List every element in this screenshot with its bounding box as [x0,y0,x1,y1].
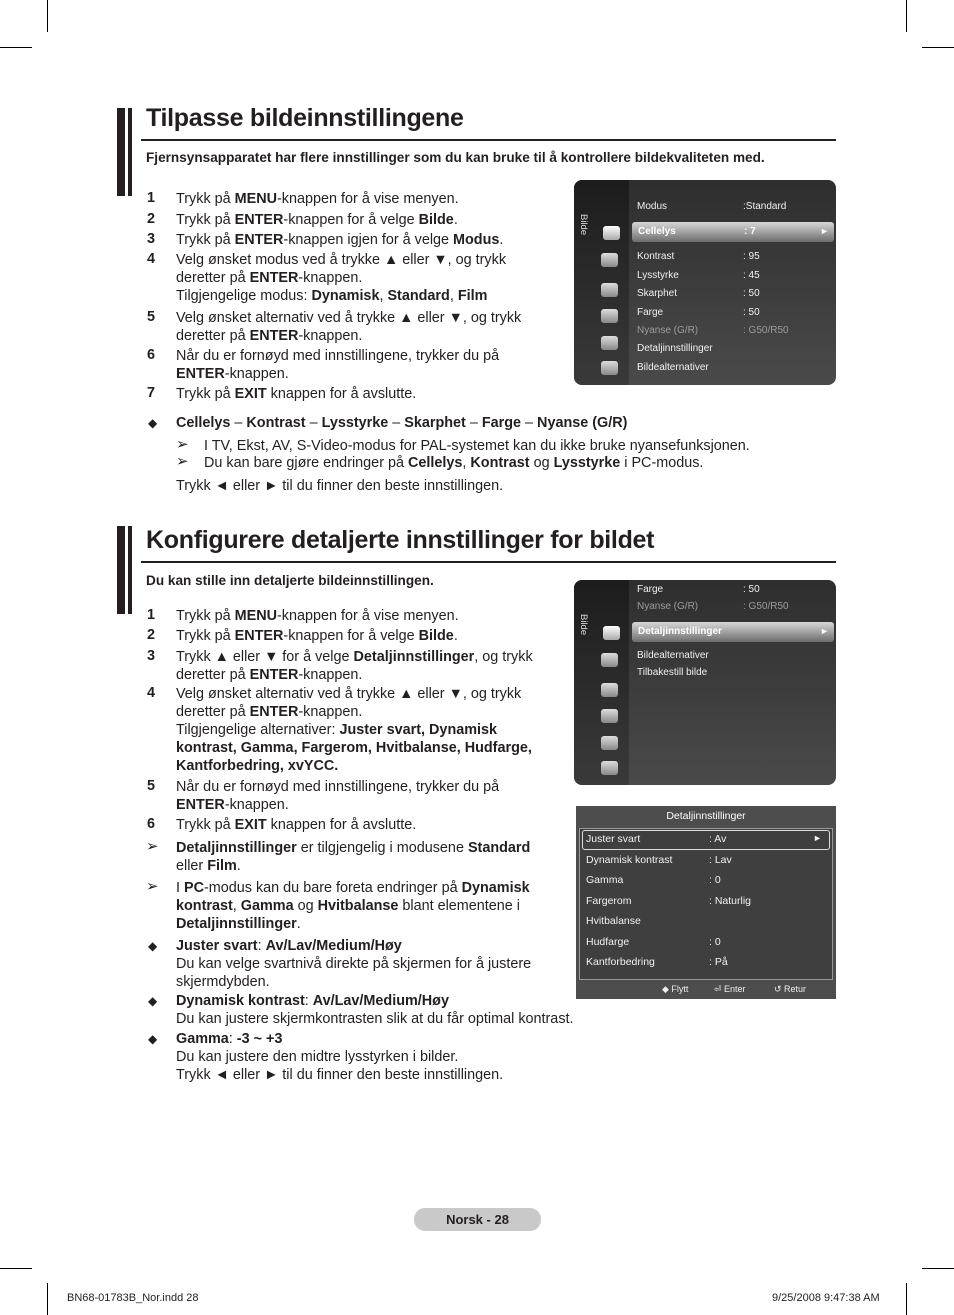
step-number: 5 [147,778,156,794]
detail-row-value: : 0 [709,874,721,886]
detail-row-value: : På [709,956,728,968]
sound-icon [601,253,618,267]
picture-icon [603,226,620,240]
detail-row [586,935,721,948]
step-number: 2 [147,211,156,227]
menu-row [637,201,787,212]
step-text: Velg ønsket alternativ ved å trykke ▲ eller ▼, og trykk deretter på ENTER-knappen. Tilgjengelige alternativer: Juster svart, Dynamisk kontrast, Gamma, Fargerom, Hvitbalanse, Hudfarge, Kantforbedring, xvYCC. [176,686,532,774]
crop-mark [47,1283,48,1315]
note-text: I TV, Ekst, AV, S-Video-modus for PAL-systemet kan du ikke bruke nyansefunksjonen. [204,438,750,454]
detail-row [586,874,721,886]
step-text: Trykk på MENU-knappen for å vise menyen. [176,608,459,624]
channel-icon [601,283,618,297]
step-text: Trykk på MENU-knappen for å vise menyen. [176,191,459,207]
menu-selected-item[interactable] [632,222,834,242]
step-text: Når du er fornøyd med innstillingene, trykker du på ENTER-knappen. [176,348,500,382]
step-text: Trykk på ENTER-knappen for å velge Bilde. [176,212,458,228]
bullet-text: Gamma: -3 ~ +3 Du kan justere den midtre lysstyrken i bilder. Trykk ◄ eller ► til du finner den beste innstillingen. [176,1031,504,1083]
tv-menu-bilde-detail [574,580,836,785]
crop-mark [47,0,48,32]
step-text: Trykk på ENTER-knappen for å velge Bilde. [176,628,458,644]
menu-row-label: Lysstyrke [637,270,679,281]
detail-menu-title: Detaljinnstillinger [666,810,746,822]
menu-row [637,601,789,612]
menu-row [637,251,760,262]
diamond-bullet-icon: ◆ [148,1032,158,1046]
menu-row-value: : 50 [743,288,760,299]
input-icon [601,336,618,350]
adjust-hint: Trykk ◄ eller ► til du finner den beste innstillingen. [176,478,504,494]
detail-row [586,894,752,907]
crop-mark [906,1283,907,1315]
note-arrow-icon: ➢ [176,453,189,470]
tv-menu-bilde [574,180,836,385]
step-number: 4 [147,251,156,267]
step-number: 4 [147,685,156,701]
settings-chain: Cellelys – Kontrast – Lysstyrke – Skarphet – Farge – Nyanse (G/R) [176,415,628,431]
menu-row-value: : G50/R50 [743,601,789,612]
detail-row [586,833,727,845]
step-number: 3 [147,231,156,247]
detail-row [586,915,641,927]
setup-icon [601,709,618,723]
arrow-right-icon: ► [820,626,829,636]
section-intro: Fjernsynsapparatet har flere innstillinger som du kan bruke til å kontrollere bildekvaliteten med. [146,150,765,165]
step-number: 2 [147,627,156,643]
menu-row-label: Tilbakestill bilde [637,667,708,678]
footer-date: 9/25/2008 9:47:38 AM [772,1292,880,1304]
menu-row-value: : 45 [743,270,760,281]
step-number: 3 [147,648,156,664]
menu-side-label: Bilde [578,614,589,636]
step-number: 1 [147,190,156,206]
menu-selected-item[interactable] [632,622,834,642]
menu-row-label: Nyanse (G/R) [637,601,699,612]
section-intro: Du kan stille inn detaljerte bildeinnstillingen. [146,573,434,588]
footer-file: BN68-01783B_Nor.indd 28 [67,1292,199,1304]
step-text: Trykk ▲ eller ▼ for å velge Detaljinnstillinger, og trykk deretter på ENTER-knappen. [176,649,533,683]
detail-row-value: : 0 [709,935,721,948]
detail-row-value: : Lav [709,853,732,866]
setup-icon [601,309,618,323]
selected-label: Detaljinnstillinger [638,626,722,637]
application-icon [601,761,618,775]
menu-row-label: Bildealternativer [637,650,709,661]
detail-row-label: Gamma [586,874,624,886]
diamond-bullet-icon: ◆ [148,416,158,430]
section-accent-bar [128,108,132,196]
note-arrow-icon: ➢ [146,838,159,855]
step-number: 6 [147,347,156,363]
menu-row [637,362,709,373]
note-arrow-icon: ➢ [176,436,189,453]
selected-value: : 7 [744,226,756,237]
bullet-text: Juster svart: Av/Lav/Medium/Høy Du kan velge svartnivå direkte på skjermen for å justere skjermdybden. [176,938,532,990]
crop-mark [0,47,32,48]
crop-mark [922,47,954,48]
crop-mark [906,0,907,32]
menu-row-value: :Standard [743,201,787,212]
application-icon [601,361,618,375]
step-text: Velg ønsket alternativ ved å trykke ▲ eller ▼, og trykk deretter på ENTER-knappen. [176,310,522,344]
menu-row-label: Nyanse (G/R) [637,325,699,336]
menu-row-value: : 95 [743,251,760,262]
bullet-text: Dynamisk kontrast: Av/Lav/Medium/Høy Du kan justere skjermkontrasten slik at du får optimal kontrast. [176,993,574,1027]
step-number: 6 [147,816,156,832]
detail-row [586,956,728,968]
menu-row [637,650,709,661]
channel-icon [601,683,618,697]
picture-icon [603,626,620,640]
arrow-right-icon: ► [813,833,822,843]
detail-row-label: Kantforbedring [586,956,655,968]
detail-row-value: : Naturlig [709,894,752,907]
menu-row-value: : G50/R50 [743,325,789,336]
detail-row-value: : Av [709,833,727,845]
section-accent-bar [128,526,132,614]
detail-row-label: Dynamisk kontrast [586,853,673,866]
input-icon [601,736,618,750]
step-number: 5 [147,309,156,325]
note-text: Du kan bare gjøre endringer på Cellelys, Kontrast og Lysstyrke i PC-modus. [204,455,704,471]
section-title: Tilpasse bildeinnstillingene [146,104,464,132]
step-number: 1 [147,607,156,623]
menu-row [637,307,760,318]
step-text: Trykk på ENTER-knappen igjen for å velge Modus. [176,232,504,248]
menu-row [637,288,760,299]
arrow-right-icon: ► [820,226,829,236]
menu-row-value: : 50 [743,584,760,595]
detail-row-label: Hvitbalanse [586,915,641,927]
detail-row-label: Hudfarge [586,935,630,948]
menu-row-label: Modus [637,201,668,212]
menu-row-label: Farge [637,584,664,595]
menu-row [637,667,707,678]
menu-row-label: Detaljinnstillinger [637,343,713,354]
section-title: Konfigurere detaljerte innstillinger for bildet [146,526,655,554]
menu-row [637,343,713,354]
menu-row [637,270,760,281]
step-number: 7 [147,385,156,401]
menu-row-label: Farge [637,307,664,318]
detail-settings-menu [576,806,836,999]
detail-row [586,853,732,866]
menu-side-label: Bilde [578,214,589,236]
note-text: I PC-modus kan du bare foreta endringer på Dynamisk kontrast, Gamma og Hvitbalanse blant elementene i Detaljinnstillinger. [176,880,530,932]
section-accent-bar [117,526,125,614]
detail-row-label: Fargerom [586,894,632,907]
menu-row-label: Bildealternativer [637,362,709,373]
diamond-bullet-icon: ◆ [148,994,158,1008]
menu-row-value: : 50 [743,307,760,318]
title-rule [141,561,836,563]
title-rule [141,139,836,141]
menu-row [637,325,789,336]
return-hint: ↺ Retur [774,984,807,994]
diamond-bullet-icon: ◆ [148,939,158,953]
page-number: Norsk - 28 [414,1208,541,1231]
step-text: Trykk på EXIT knappen for å avslutte. [176,386,417,402]
note-text: Detaljinnstillinger er tilgjengelig i modusene Standard eller Film. [176,840,531,874]
note-arrow-icon: ➢ [146,878,159,895]
sound-icon [601,653,618,667]
step-text: Velg ønsket modus ved å trykke ▲ eller ▼, og trykk deretter på ENTER-knappen. Tilgjengelige modus: Dynamisk, Standard, Film [176,252,507,304]
step-text: Når du er fornøyd med innstillingene, trykker du på ENTER-knappen. [176,779,500,813]
enter-hint: ⏎ Enter [714,984,746,994]
crop-mark [0,1268,32,1269]
crop-mark [922,1268,954,1269]
menu-row [637,584,760,595]
step-text: Trykk på EXIT knappen for å avslutte. [176,817,417,833]
menu-row-label: Kontrast [637,251,675,262]
detail-row-label: Juster svart [586,833,641,845]
menu-row-label: Skarphet [637,288,678,299]
move-hint: ◆ Flytt [662,984,689,994]
selected-label: Cellelys [638,226,676,237]
section-accent-bar [117,108,125,196]
